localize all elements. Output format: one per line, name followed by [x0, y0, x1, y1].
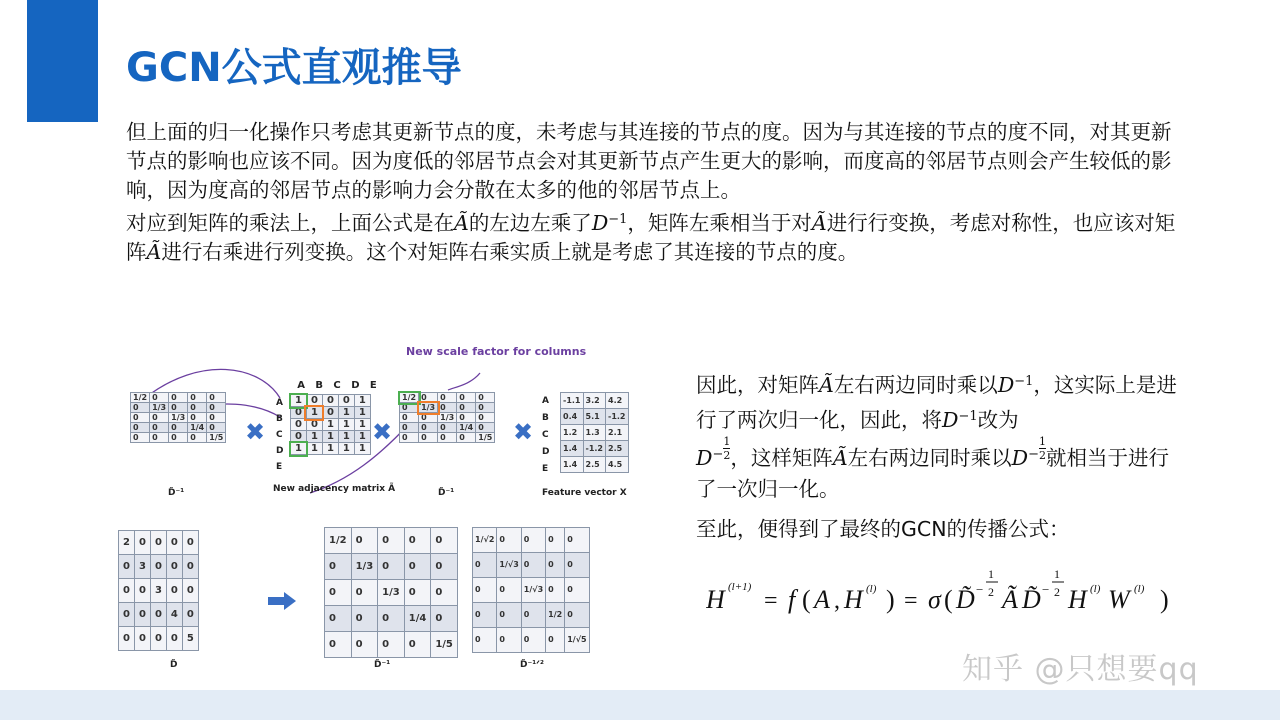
inverse-degree-matrix-left: 1/2 0 0 0 0 0 1/3 0 0 0 0 0 1/3 0 0 0 0 0 1/4 0 0 0 0 0 1/5	[130, 392, 226, 443]
svg-text:(l+1): (l+1)	[728, 581, 752, 593]
svg-text:): )	[886, 585, 895, 614]
multiply-icon-1: ✖	[245, 418, 266, 446]
side-explanation	[696, 366, 1186, 505]
gcn-propagation-formula	[706, 566, 1186, 626]
svg-text:(: (	[802, 585, 811, 614]
feature-matrix: -1.1 3.2 4.2 0.4 5.1 -1.2 1.2 1.3 2.1 1.4 -1.2 2.5 1.4 2.5 4.5	[560, 392, 629, 473]
svg-text:H: H	[1068, 585, 1087, 614]
page-title: GCN公式直观推导	[126, 45, 462, 91]
inverse-degree-caption-left: D̃⁻¹	[168, 488, 185, 498]
svg-text:−: −	[976, 582, 984, 597]
feature-caption: Feature vector X	[542, 488, 627, 498]
bottom-band	[0, 690, 1280, 720]
svg-text:σ: σ	[928, 585, 941, 614]
svg-text:2: 2	[988, 585, 994, 599]
svg-text:1: 1	[988, 567, 994, 581]
inverse-sqrt-degree-matrix: 1/√2 0 0 0 0 0 1/√3 0 0 0 0 0 1/√3 0 0 0 0 0 1/2 0 0 0 0 0 1/√5	[472, 527, 590, 653]
svg-text:1: 1	[1054, 567, 1060, 581]
svg-text:(l): (l)	[866, 583, 877, 595]
svg-text:,: ,	[834, 588, 840, 614]
degree-matrix: 2 0 0 0 0 0 3 0 0 0 0 0 3 0 0 0 0 0 4 0 0 0 0 0 5	[118, 530, 199, 651]
inverse-degree-matrix-bottom: 1/2 0 0 0 0 0 1/3 0 0 0 0 0 1/3 0 0 0 0 0 1/4 0 0 0 0 0 1/5	[324, 527, 458, 658]
svg-text:H: H	[844, 585, 863, 614]
title-accent-bar	[27, 0, 98, 122]
inverse-degree-caption-right: D̃⁻¹	[438, 488, 455, 498]
svg-text:(l): (l)	[1134, 583, 1145, 595]
inverse-sqrt-degree-caption: D̃⁻¹ᐟ²	[520, 660, 544, 670]
svg-text:2: 2	[1054, 585, 1060, 599]
scale-factor-label: New scale factor for columns	[406, 345, 587, 358]
svg-text:Ã: Ã	[1002, 585, 1018, 614]
svg-text:=: =	[904, 588, 918, 614]
multiply-icon-3: ✖	[513, 418, 534, 446]
svg-text:H: H	[706, 585, 725, 614]
adjacency-row-headers: A B C D E	[276, 398, 284, 472]
inverse-degree-caption-bottom: D̃⁻¹	[374, 660, 391, 670]
paragraph-2: 对应到矩阵的乘法上，上面公式是在Ã的左边左乘了$D^{-1}$，矩阵左乘相当于对Ã进行行变换，考虑对称性，也应该对矩阵Ã进行右乘进行列变换。这个对矩阵右乘实质上就是考虑了其连接的节点的度。	[126, 211, 1176, 264]
watermark: 知乎 @只想要qq	[962, 652, 1199, 687]
matrix-figure	[110, 335, 670, 685]
side-paragraph: 因此，对矩阵Ã左右两边同时乘以$D^{-1}$，这实际上是进行了两次归一化，因此，将$D^{-1}$改为 D− $\frac{1}{2}$ ，这样矩阵Ã左右两边同时乘以D− $\frac{1}{2}$ 就相当于进行了一次归一化。	[696, 373, 1177, 501]
inverse-degree-matrix-right: 1/2 0 0 0 0 0 1/3 0 0 0 0 0 1/3 0 0 0 0 0 1/4 0 0 0 0 0 1/5	[399, 392, 495, 443]
adjacency-matrix: 1 0 0 0 1 0 1 0 1 1 0 0 1 1 1 0 1 1 1 1 1 1 1 1 1	[290, 394, 371, 455]
right-arrow-icon	[284, 592, 296, 610]
degree-caption: D̃	[170, 660, 178, 670]
svg-text:A: A	[814, 585, 830, 614]
svg-text:(: (	[944, 585, 953, 614]
svg-text:W: W	[1108, 585, 1130, 614]
svg-text:(l): (l)	[1090, 583, 1101, 595]
svg-text:D̃: D̃	[956, 585, 975, 614]
paragraph-1: 但上面的归一化操作只考虑其更新节点的度，未考虑与其连接的节点的度。因为与其连接的节点的度不同，对其更新节点的影响也应该不同。因为度低的邻居节点会对其更新节点产生更大的影响，而度高的邻居节点则会产生较低的影响，因为度高的邻居节点的影响力会分散在太多的他的邻居节点上。	[126, 120, 1172, 202]
math-d-inverse: $D^{-1}$	[591, 211, 628, 235]
svg-text:): )	[1160, 585, 1169, 614]
arrow-shaft	[268, 597, 284, 605]
svg-text:f: f	[788, 585, 796, 614]
feature-row-headers: A B C D E	[542, 396, 550, 474]
math-d-neg-half: D− $\frac{1}{2}$	[696, 435, 731, 470]
math-a-tilde: Ã	[454, 211, 469, 235]
conclusion-text: 至此，便得到了最终的GCN的传播公式：	[696, 517, 1070, 541]
svg-text:−: −	[1042, 582, 1050, 597]
adjacency-caption: New adjacency matrix Ã	[273, 484, 396, 494]
multiply-icon-2: ✖	[372, 418, 393, 446]
svg-text:=: =	[764, 588, 778, 614]
math-d-inverse-side: $D^{-1}$	[997, 373, 1034, 397]
main-paragraph	[126, 118, 1186, 267]
adjacency-column-headers: A B C D E	[297, 380, 377, 391]
svg-text:D̃: D̃	[1022, 585, 1041, 614]
